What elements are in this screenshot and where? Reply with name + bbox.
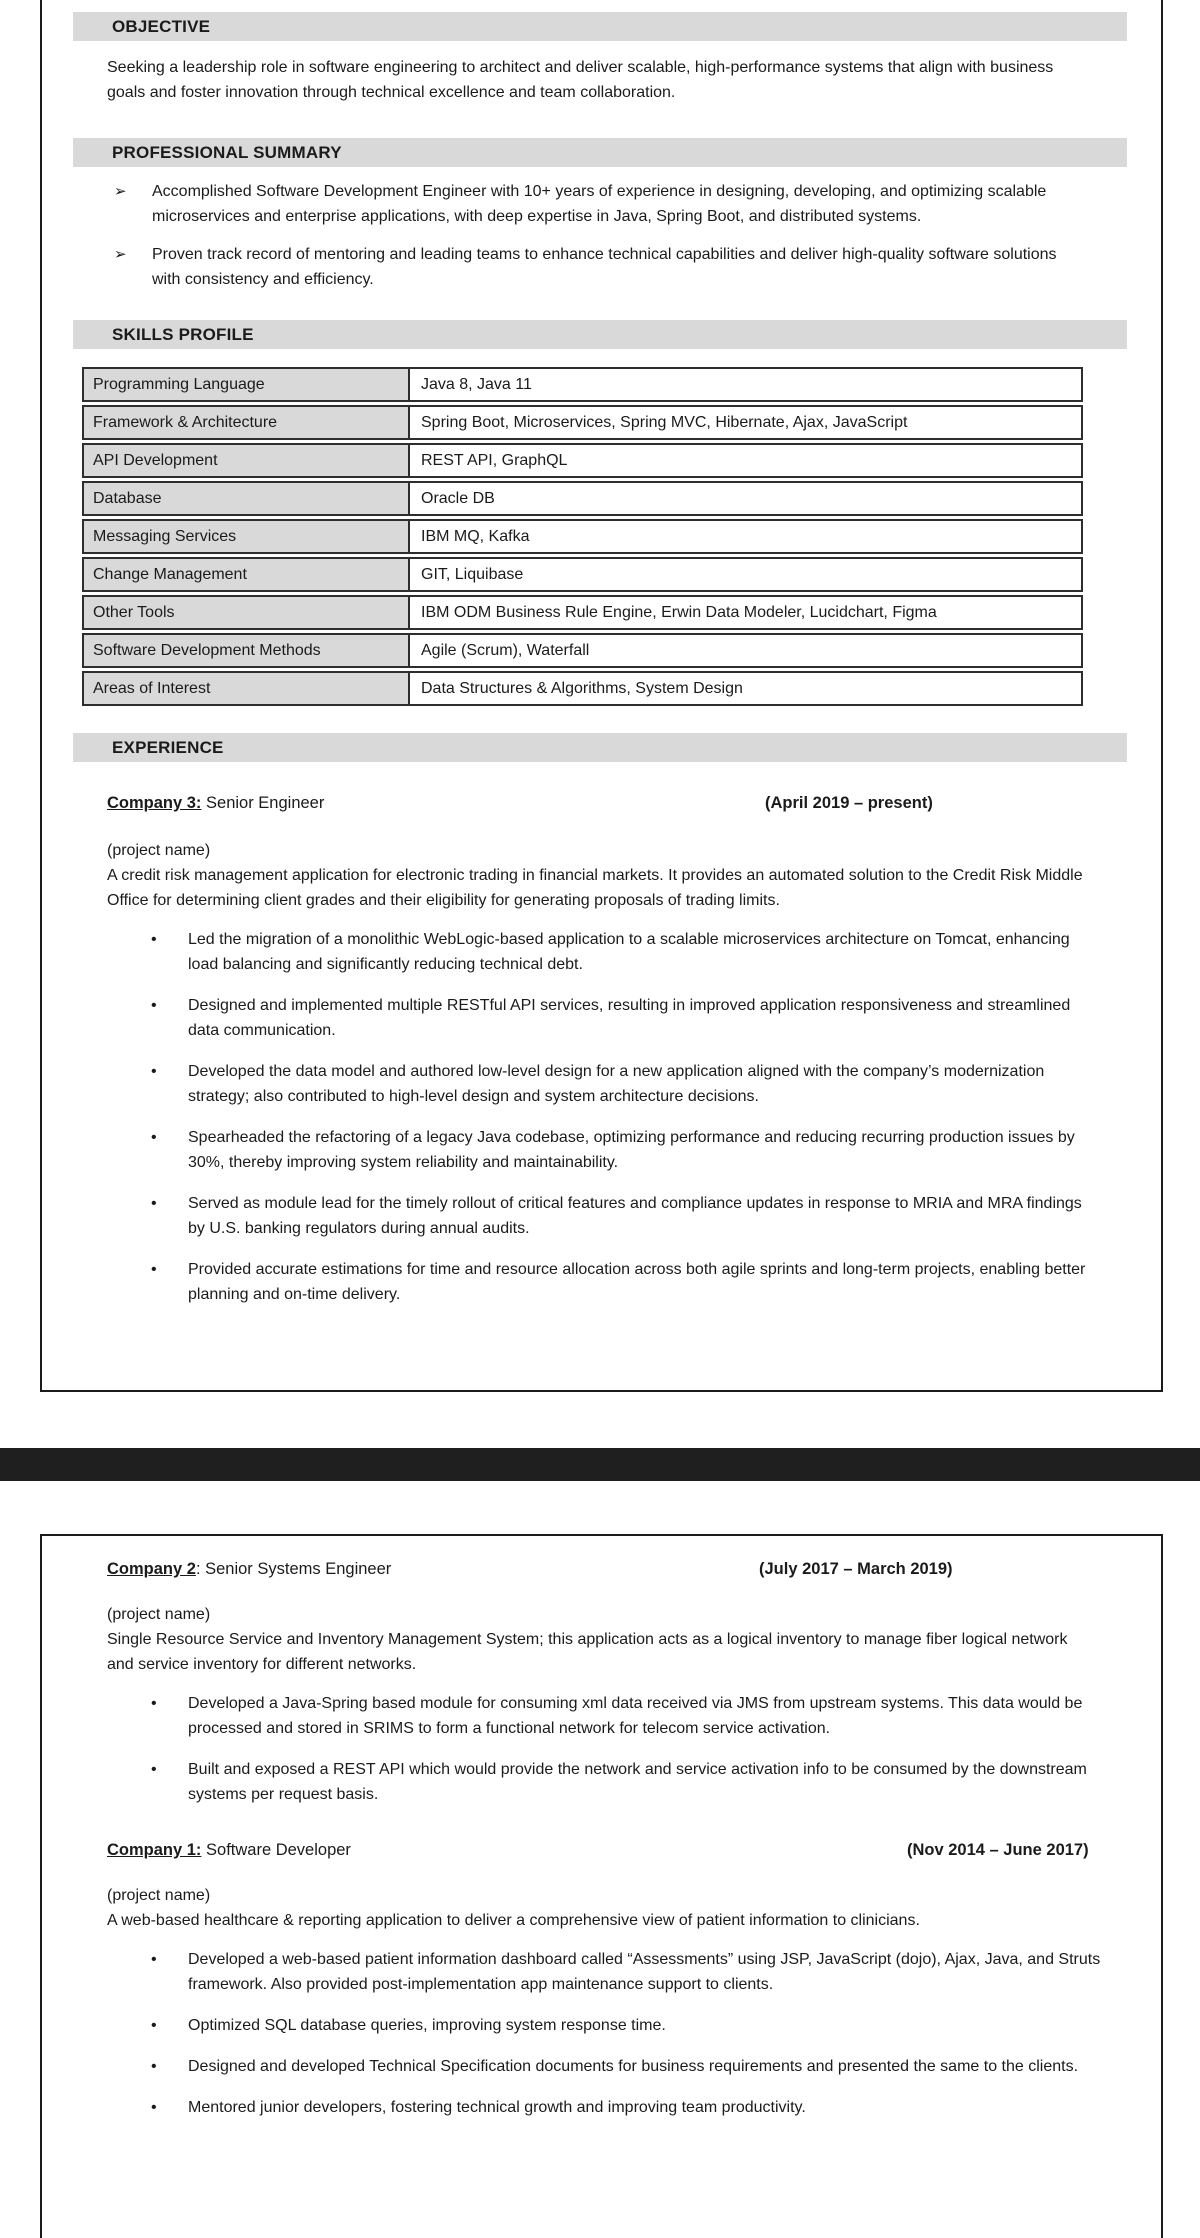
job-role: Software Developer [201, 1841, 351, 1859]
objective-section [42, 12, 1161, 105]
project-name-label: (project name) [107, 1606, 211, 1623]
skill-value-cell: Agile (Scrum), Waterfall [421, 642, 590, 659]
project-description: A web-based healthcare & reporting application to deliver a comprehensive view of patient information to clinicians. [107, 1912, 920, 1929]
skills-table-row [82, 443, 1083, 478]
job-bullet-text: Developed a web-based patient information dashboard called “Assessments” using JSP, JavaScript (dojo), Ajax, Java, and Struts framework. Also provided post-implementation app maintenance support to clients. [188, 1951, 1101, 1993]
skill-value-cell: Data Structures & Algorithms, System Design [421, 680, 743, 697]
dot-bullet-icon: • [151, 1129, 157, 1146]
dot-bullet-icon: • [151, 1761, 157, 1778]
section-title-objective: OBJECTIVE [112, 17, 211, 36]
project-block [107, 838, 1092, 913]
job-bullet-text: Led the migration of a monolithic WebLogic-based application to a scalable microservices architecture on Tomcat, enhancing load balancing and significantly reducing technical debt. [188, 931, 1070, 973]
skill-category-cell: Areas of Interest [84, 673, 410, 704]
skills-table-row [82, 595, 1083, 630]
skills-table-row [82, 671, 1083, 706]
dot-bullet-icon: • [151, 1063, 157, 1080]
skill-value-cell: Spring Boot, Microservices, Spring MVC, Hibernate, Ajax, JavaScript [421, 414, 908, 431]
arrow-bullet-icon: ➢ [114, 183, 127, 200]
summary-bullet [114, 179, 1161, 229]
summary-bullet-list [42, 179, 1161, 292]
skill-category-cell: Framework & Architecture [84, 407, 410, 438]
summary-bullet [114, 242, 1161, 292]
dot-bullet-icon: • [151, 997, 157, 1014]
section-header-skills-profile [73, 320, 1127, 349]
job-bullet [151, 1125, 1161, 1175]
job-role: Senior Engineer [201, 794, 325, 812]
skill-category-cell: Other Tools [84, 597, 410, 628]
job-heading [107, 1560, 1147, 1581]
dot-bullet-icon: • [151, 2058, 157, 2075]
job-bullet [151, 1257, 1161, 1307]
project-description: A credit risk management application for electronic trading in financial markets. It provides an automated solution to the Credit Risk Middle Office for determining client grades and their eligibility for generating proposals of trading limits. [107, 867, 1083, 909]
job-bullet [151, 1757, 1161, 1807]
job-bullet-list [42, 1947, 1161, 2120]
skills-profile-section [42, 320, 1161, 706]
resume-page-1 [40, 0, 1163, 1392]
job-bullet [151, 2054, 1161, 2079]
skills-table-row [82, 481, 1083, 516]
job-bullet-text: Designed and implemented multiple RESTful API services, resulting in improved application responsiveness and streamlined data communication. [188, 997, 1071, 1039]
job-bullet [151, 993, 1161, 1043]
skill-value-cell: GIT, Liquibase [421, 566, 524, 583]
job-company-2 [42, 1560, 1161, 1807]
job-dates: (April 2019 – present) [765, 794, 933, 812]
section-title-experience: EXPERIENCE [112, 738, 224, 757]
job-bullet-list [42, 927, 1161, 1307]
skills-table-row [82, 367, 1083, 402]
skill-category-cell: Change Management [84, 559, 410, 590]
skill-category-cell: Software Development Methods [84, 635, 410, 666]
job-bullet-text: Served as module lead for the timely rollout of critical features and compliance updates in response to MRIA and MRA findings by U.S. banking regulators during annual audits. [188, 1195, 1082, 1237]
section-title-skills-profile: SKILLS PROFILE [112, 325, 254, 344]
dot-bullet-icon: • [151, 931, 157, 948]
skill-value-cell: Oracle DB [421, 490, 495, 507]
job-bullet-list [42, 1691, 1161, 1807]
skill-category-cell: Database [84, 483, 410, 514]
job-bullet [151, 1059, 1161, 1109]
job-bullet [151, 1947, 1161, 1997]
section-header-professional-summary [73, 138, 1127, 167]
section-header-experience [73, 733, 1127, 762]
skill-value-cell: REST API, GraphQL [421, 452, 568, 469]
job-company-3 [42, 794, 1161, 1307]
skill-category-cell: Programming Language [84, 369, 410, 400]
job-company-1 [42, 1841, 1161, 2120]
job-dates: (Nov 2014 – June 2017) [907, 1841, 1089, 1859]
project-block [107, 1883, 1092, 1933]
job-bullet-text: Provided accurate estimations for time and resource allocation across both agile sprints and long-term projects, enabling better planning and on-time delivery. [188, 1261, 1086, 1303]
summary-bullet-text: Proven track record of mentoring and leading teams to enhance technical capabilities and deliver high-quality software solutions with consistency and efficiency. [152, 246, 1057, 288]
job-bullet-text: Designed and developed Technical Specification documents for business requirements and presented the same to the clients. [188, 2058, 1079, 2075]
job-bullet [151, 2095, 1161, 2120]
job-bullet-text: Built and exposed a REST API which would provide the network and service activation info to be consumed by the downstream systems per request basis. [188, 1761, 1087, 1803]
job-bullet-text: Developed the data model and authored low-level design for a new application aligned with the company’s modernization strategy; also contributed to high-level design and system architecture decisions. [188, 1063, 1045, 1105]
job-bullet-text: Optimized SQL database queries, improving system response time. [188, 2017, 666, 2034]
company-name: Company 3: [107, 794, 202, 812]
dot-bullet-icon: • [151, 1195, 157, 1212]
company-name: Company 1: [107, 1841, 202, 1859]
job-role: : Senior Systems Engineer [195, 1560, 392, 1578]
skills-table-row [82, 519, 1083, 554]
dot-bullet-icon: • [151, 1261, 157, 1278]
professional-summary-section [42, 138, 1161, 292]
experience-section [42, 733, 1161, 1307]
arrow-bullet-icon: ➢ [114, 246, 127, 263]
dot-bullet-icon: • [151, 2099, 157, 2116]
skills-table-row [82, 633, 1083, 668]
skill-value-cell: IBM MQ, Kafka [421, 528, 530, 545]
company-name: Company 2 [107, 1560, 196, 1578]
resume-page-2 [40, 1534, 1163, 2238]
project-name-label: (project name) [107, 842, 211, 859]
job-bullet [151, 2013, 1161, 2038]
job-heading [107, 794, 1147, 815]
skills-table [82, 367, 1083, 706]
job-bullet [151, 927, 1161, 977]
job-bullet-text: Spearheaded the refactoring of a legacy Java codebase, optimizing performance and reducing recurring production issues by 30%, thereby improving system reliability and maintainability. [188, 1129, 1075, 1171]
skill-category-cell: Messaging Services [84, 521, 410, 552]
job-bullet [151, 1191, 1161, 1241]
skill-value-cell: Java 8, Java 11 [421, 376, 532, 393]
skills-table-row [82, 557, 1083, 592]
job-dates: (July 2017 – March 2019) [759, 1560, 953, 1578]
skill-category-cell: API Development [84, 445, 410, 476]
dot-bullet-icon: • [151, 2017, 157, 2034]
project-block [107, 1602, 1092, 1677]
job-bullet-text: Mentored junior developers, fostering technical growth and improving team productivity. [188, 2099, 806, 2116]
job-heading [107, 1841, 1147, 1862]
project-description: Single Resource Service and Inventory Management System; this application acts as a logical inventory to manage fiber logical network and service inventory for different networks. [107, 1631, 1068, 1673]
skill-value-cell: IBM ODM Business Rule Engine, Erwin Data Modeler, Lucidchart, Figma [421, 604, 937, 621]
dot-bullet-icon: • [151, 1951, 157, 1968]
job-bullet-text: Developed a Java-Spring based module for consuming xml data received via JMS from upstream systems. This data would be processed and stored in SRIMS to form a functional network for telecom service activation. [188, 1695, 1083, 1737]
skills-table-row [82, 405, 1083, 440]
job-bullet [151, 1691, 1161, 1741]
objective-text: Seeking a leadership role in software engineering to architect and deliver scalable, high-performance systems that align with business goals and foster innovation through technical excellence and team collaboration. [107, 59, 1054, 101]
section-header-objective [73, 12, 1127, 41]
dot-bullet-icon: • [151, 1695, 157, 1712]
page-break-band [0, 1448, 1200, 1481]
project-name-label: (project name) [107, 1887, 211, 1904]
summary-bullet-text: Accomplished Software Development Engineer with 10+ years of experience in designing, developing, and optimizing scalable microservices and enterprise applications, with deep expertise in Java, Spring Boot, and distributed systems. [152, 183, 1047, 225]
section-title-professional-summary: PROFESSIONAL SUMMARY [112, 143, 342, 162]
